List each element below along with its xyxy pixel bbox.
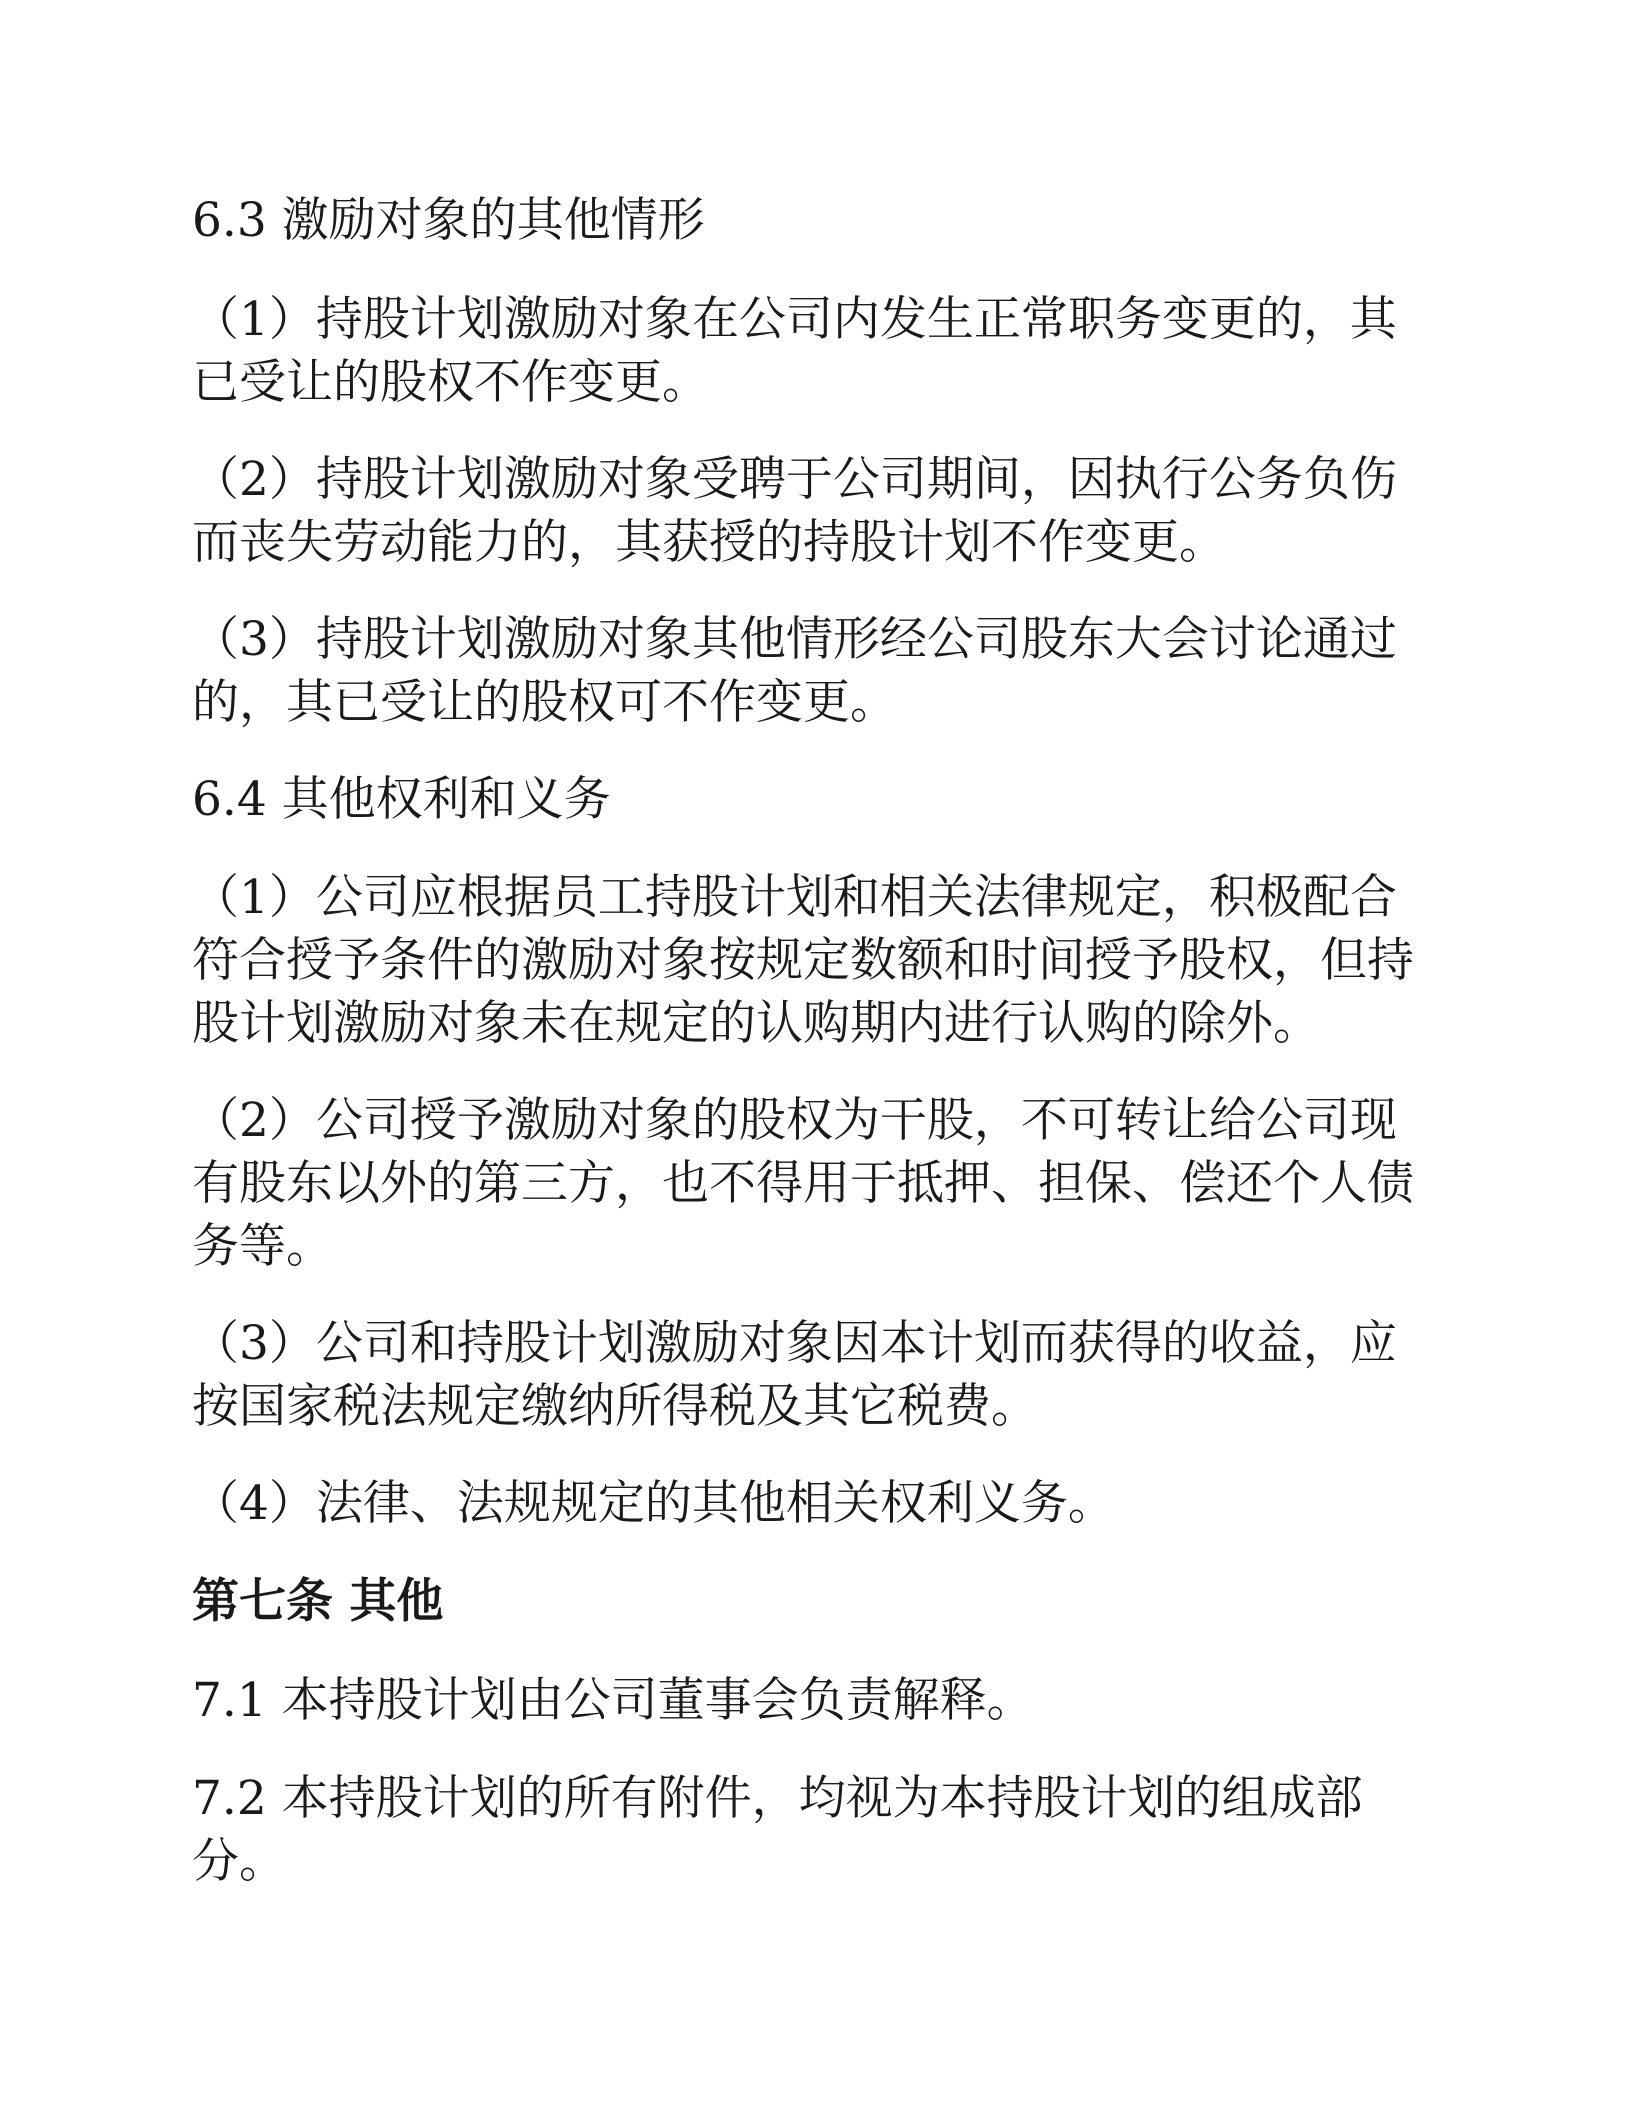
- text-line: （3）持股计划激励对象其他情形经公司股东大会讨论通过: [192, 612, 1397, 667]
- text-line: 务等。: [192, 1219, 333, 1274]
- text-line: （3）公司和持股计划激励对象因本计划而获得的收益，应: [192, 1316, 1397, 1371]
- text-line: 7.2 本持股计划的所有附件，均视为本持股计划的组成部: [192, 1771, 1363, 1826]
- paragraph-6-3-item-3: [192, 608, 1492, 734]
- text-line: 而丧失劳动能力的，其获授的持股计划不作变更。: [192, 515, 1226, 570]
- text-line: 6.4 其他权利和义务: [192, 772, 611, 827]
- paragraph-6-3-item-1: [192, 288, 1492, 414]
- text-line: 有股东以外的第三方，也不得用于抵押、担保、偿还个人债: [192, 1156, 1414, 1211]
- text-line: 分。: [192, 1834, 286, 1889]
- paragraph-6-4-item-3: [192, 1312, 1492, 1438]
- article-7-heading: [192, 1570, 1492, 1633]
- text-line: 股计划激励对象未在规定的认购期内进行认购的除外。: [192, 996, 1320, 1051]
- text-line: （1）持股计划激励对象在公司内发生正常职务变更的，其: [192, 292, 1397, 347]
- text-line: 第七条 其他: [192, 1574, 444, 1629]
- text-line: 符合授予条件的激励对象按规定数额和时间授予股权，但持: [192, 933, 1414, 988]
- text-line: 已受让的股权不作变更。: [192, 355, 709, 410]
- text-line: （2）公司授予激励对象的股权为干股，不可转让给公司现: [192, 1093, 1397, 1148]
- text-line: 的，其已受让的股权可不作变更。: [192, 675, 897, 730]
- paragraph-6-4-item-4: [192, 1472, 1492, 1535]
- paragraph-7-2: [192, 1767, 1492, 1893]
- paragraph-6-4-item-2: [192, 1089, 1492, 1278]
- paragraph-7-1: [192, 1669, 1492, 1732]
- text-line: 6.3 激励对象的其他情形: [192, 193, 705, 248]
- paragraph-6-4-item-1: [192, 866, 1492, 1055]
- text-line: （4）法律、法规规定的其他相关权利义务。: [192, 1476, 1115, 1531]
- text-line: （2）持股计划激励对象受聘于公司期间，因执行公务负伤: [192, 452, 1397, 507]
- section-6-4-heading: [192, 768, 1492, 831]
- text-line: 7.1 本持股计划由公司董事会负责解释。: [192, 1673, 1034, 1728]
- section-6-3-heading: [192, 189, 1492, 252]
- paragraph-6-3-item-2: [192, 448, 1492, 574]
- text-line: （1）公司应根据员工持股计划和相关法律规定，积极配合: [192, 870, 1397, 925]
- text-line: 按国家税法规定缴纳所得税及其它税费。: [192, 1379, 1038, 1434]
